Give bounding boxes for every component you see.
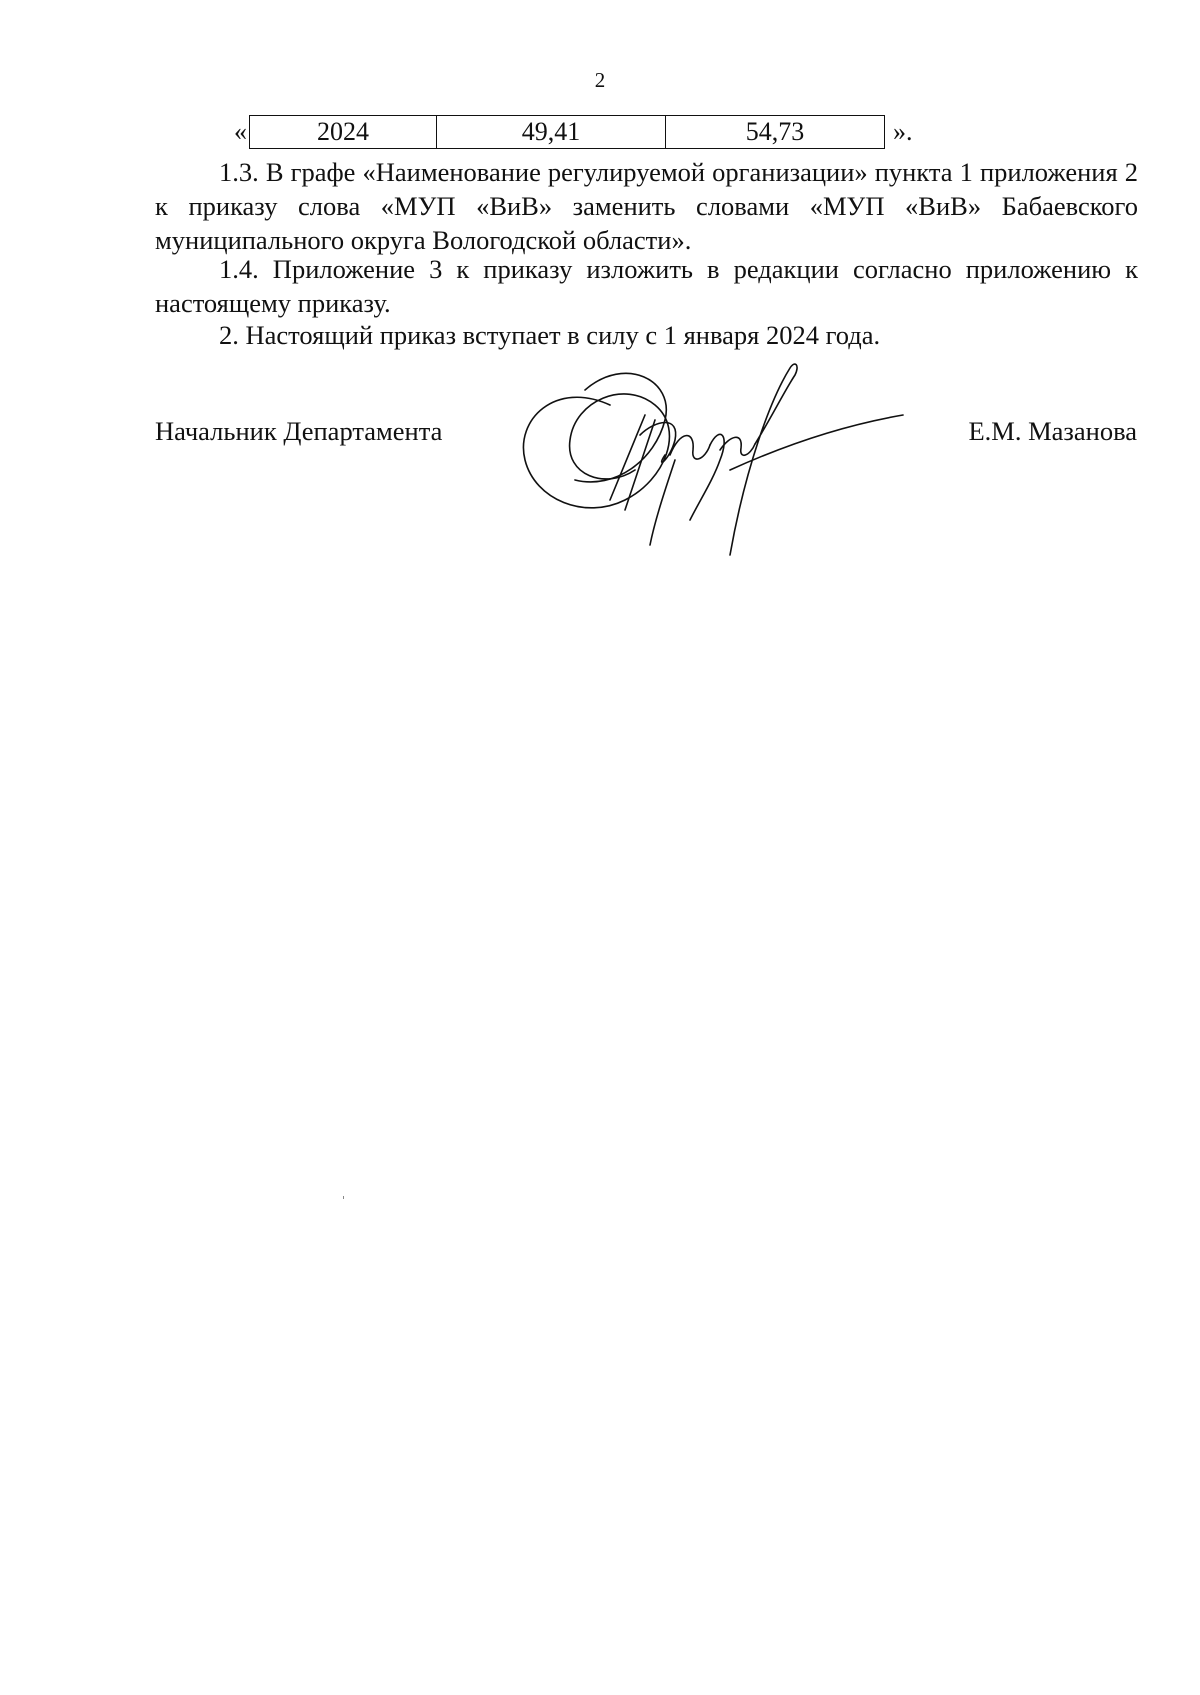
open-quote: « (234, 117, 247, 146)
paragraph-2: 2. Настоящий приказ вступает в силу с 1 января 2024 года. (219, 320, 881, 350)
scan-artifact (343, 1196, 344, 1199)
table-cell-value-1: 49,41 (436, 116, 665, 148)
paragraph-1-3: 1.3. В графе «Наименование регулируемой организации» пункта 1 приложения 2 к приказу слова «МУП «ВиВ» заменить словами «МУП «ВиВ» Бабаевского муниципального округа Вологодской области». (155, 157, 1138, 255)
handwritten-signature (515, 360, 905, 560)
page-number: 2 (594, 68, 606, 92)
position-title: Начальник Департамента (155, 416, 443, 446)
table-fragment (234, 115, 913, 149)
paragraph-1-4: 1.4. Приложение 3 к приказу изложить в редакции согласно приложению к настоящему приказу. (155, 254, 1138, 318)
signer-name: Е.М. Мазанова (968, 416, 1137, 446)
table-cell-value-2: 54,73 (665, 116, 884, 148)
table-cells (249, 115, 885, 149)
close-quote: ». (893, 117, 913, 146)
table-cell-year: 2024 (317, 117, 369, 146)
